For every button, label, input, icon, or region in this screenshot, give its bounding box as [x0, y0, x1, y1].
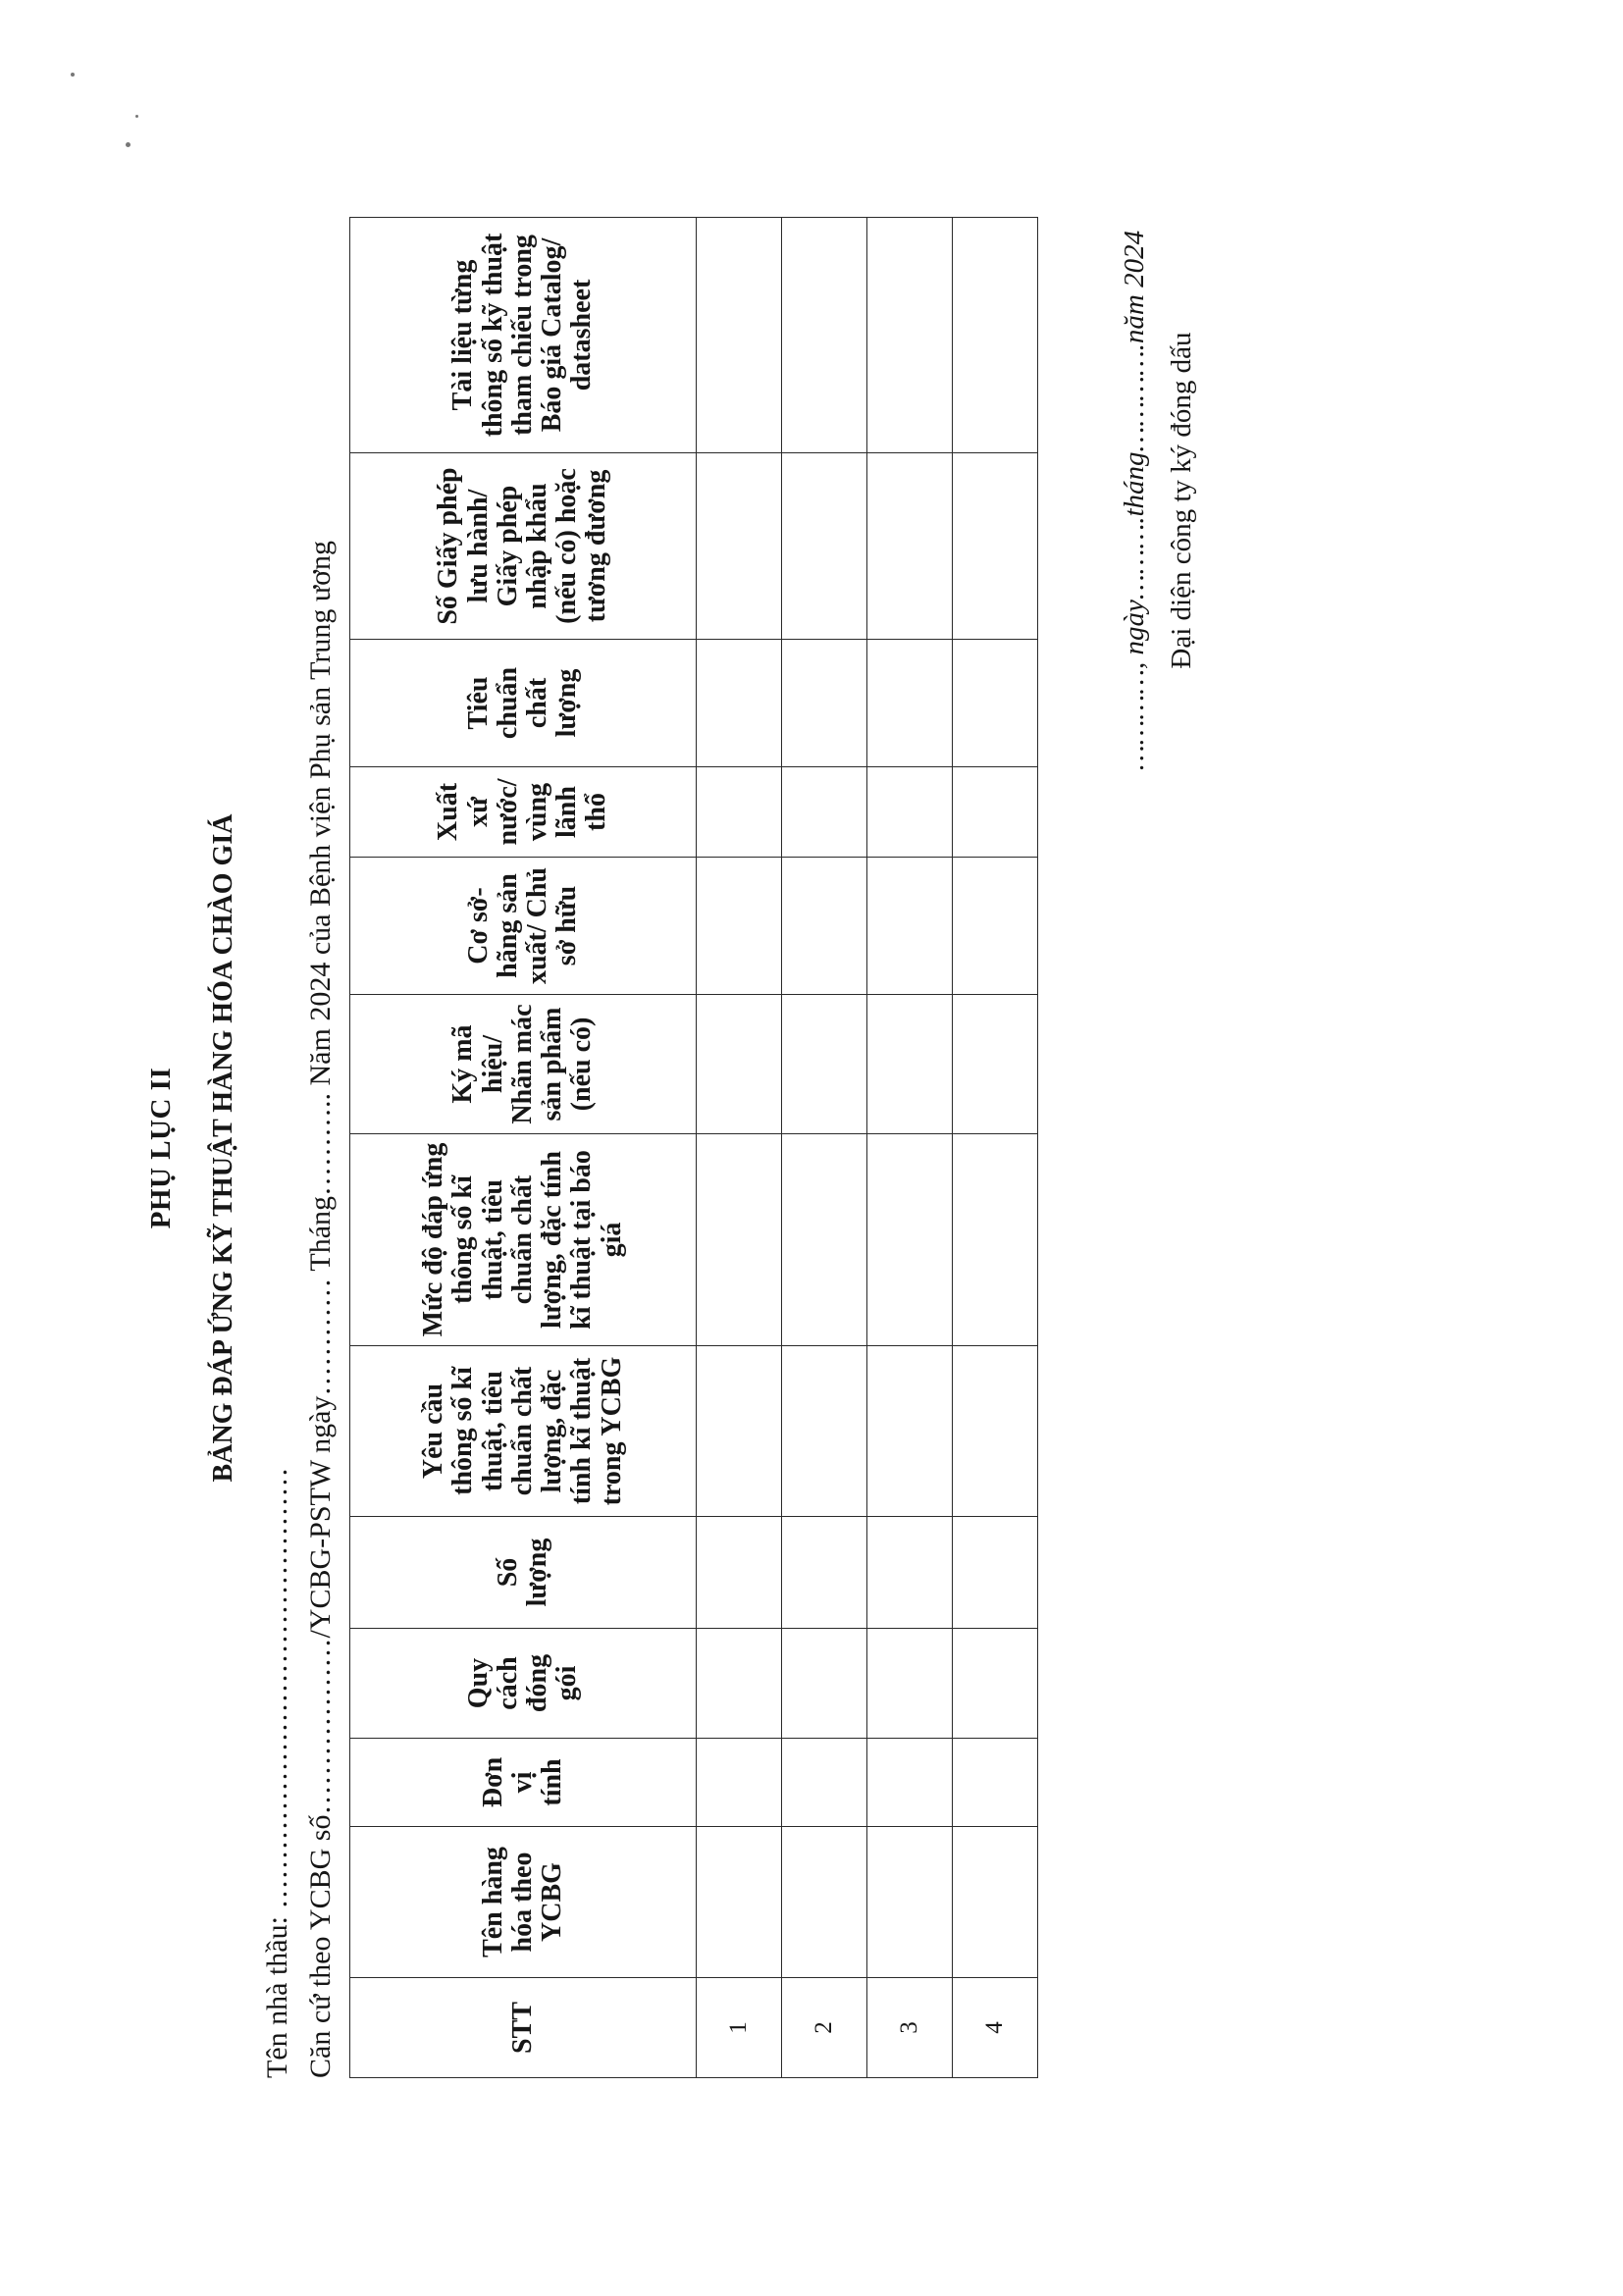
table-cell[interactable] [782, 858, 867, 995]
table-cell[interactable] [867, 1346, 953, 1517]
technical-response-table [349, 217, 1038, 2078]
contractor-name-line: Tên nhà thầu: ……………………………………… [261, 1467, 293, 2078]
table-row [782, 218, 867, 2078]
table-cell[interactable] [953, 1346, 1038, 1517]
column-header: Đơn vị tính [350, 1739, 697, 1827]
signature-title: Đại diện công ty ký đóng dấu [1166, 332, 1197, 669]
table-cell[interactable] [867, 1629, 953, 1739]
table-cell[interactable] [782, 453, 867, 640]
table-cell[interactable] [697, 1517, 782, 1629]
table-row [697, 218, 782, 2078]
table-cell[interactable] [782, 640, 867, 767]
form-title: BẢNG ĐÁP ỨNG KỸ THUẬT HÀNG HÓA CHÀO GIÁ [208, 813, 238, 1483]
table-cell[interactable] [782, 1827, 867, 1978]
table-cell[interactable] [697, 767, 782, 858]
table-cell[interactable] [953, 767, 1038, 858]
scan-speck [135, 115, 138, 118]
column-header: Số Giấy phép lưu hành/ Giấy phép nhập khẩu (nếu có) hoặc tương đương [350, 453, 697, 640]
column-header: STT [350, 1978, 697, 2078]
scan-speck [71, 73, 75, 77]
table-cell[interactable] [697, 1629, 782, 1739]
table-cell[interactable] [953, 995, 1038, 1134]
table-cell[interactable] [697, 1827, 782, 1978]
table-cell[interactable] [782, 1346, 867, 1517]
table-cell[interactable] [867, 1517, 953, 1629]
table-cell[interactable] [697, 453, 782, 640]
table-cell[interactable] [782, 995, 867, 1134]
table-cell[interactable] [953, 218, 1038, 453]
table-cell[interactable] [697, 858, 782, 995]
table-cell[interactable] [953, 453, 1038, 640]
table-cell[interactable] [697, 218, 782, 453]
appendix-title: PHỤ LỤC II [145, 1067, 177, 1229]
table-cell[interactable] [953, 1517, 1038, 1629]
column-header: Tài liệu từng thông số kỹ thuật tham chiếu trong Báo giá Catalog/ datasheet [350, 218, 697, 453]
table-cell[interactable] [953, 858, 1038, 995]
column-header: Yêu cầu thông số kĩ thuật, tiêu chuẩn chất lượng, đặc tính kĩ thuật trong YCBG [350, 1346, 697, 1517]
table-cell[interactable] [953, 1134, 1038, 1346]
column-header: Ký mã hiệu/ Nhãn mác sản phẩm (nếu có) [350, 995, 697, 1134]
table-row [953, 218, 1038, 2078]
table-cell[interactable] [953, 1827, 1038, 1978]
column-header: Xuất xứ nước/ vùng lãnh thổ [350, 767, 697, 858]
column-header: Mức độ đáp ứng thông số kĩ thuật, tiêu chuẩn chất lượng, đặc tính kĩ thuật tại báo giá [350, 1134, 697, 1346]
table-cell[interactable] [697, 1346, 782, 1517]
table-cell[interactable] [867, 453, 953, 640]
column-header: Số lượng [350, 1517, 697, 1629]
table-cell[interactable] [953, 1739, 1038, 1827]
table-cell[interactable] [782, 767, 867, 858]
signature-date-line: …………, ngày……….tháng………….năm 2024 [1119, 230, 1150, 771]
column-header: Tên hàng hóa theo YCBG [350, 1827, 697, 1978]
row-number: 3 [867, 1978, 953, 2078]
table-cell[interactable] [867, 995, 953, 1134]
table-cell[interactable] [867, 858, 953, 995]
table-cell[interactable] [697, 995, 782, 1134]
table-cell[interactable] [867, 1739, 953, 1827]
table-row [867, 218, 953, 2078]
table-cell[interactable] [697, 1134, 782, 1346]
table-cell[interactable] [867, 640, 953, 767]
table-cell[interactable] [867, 1134, 953, 1346]
table-cell[interactable] [867, 218, 953, 453]
scan-speck [126, 142, 131, 147]
table-cell[interactable] [782, 1517, 867, 1629]
row-number: 2 [782, 1978, 867, 2078]
column-header: Cơ sở- hãng sản xuất/ Chủ sở hữu [350, 858, 697, 995]
row-number: 4 [953, 1978, 1038, 2078]
row-number: 1 [697, 1978, 782, 2078]
table-header-row [350, 218, 697, 2078]
column-header: Tiêu chuẩn chất lượng [350, 640, 697, 767]
table-cell[interactable] [953, 1629, 1038, 1739]
table-cell[interactable] [697, 1739, 782, 1827]
table-cell[interactable] [953, 640, 1038, 767]
table-cell[interactable] [782, 1629, 867, 1739]
table-cell[interactable] [867, 1827, 953, 1978]
table-cell[interactable] [697, 640, 782, 767]
table-cell[interactable] [782, 1134, 867, 1346]
table-cell[interactable] [867, 767, 953, 858]
column-header: Quy cách đóng gói [350, 1629, 697, 1739]
table-cell[interactable] [782, 218, 867, 453]
table-cell[interactable] [782, 1739, 867, 1827]
basis-reference-line: Căn cứ theo YCBG số………………/YCBG-PSTW ngày………… Tháng……….. Năm 2024 của Bệnh viện Phụ sản Trung ương [304, 541, 337, 2078]
